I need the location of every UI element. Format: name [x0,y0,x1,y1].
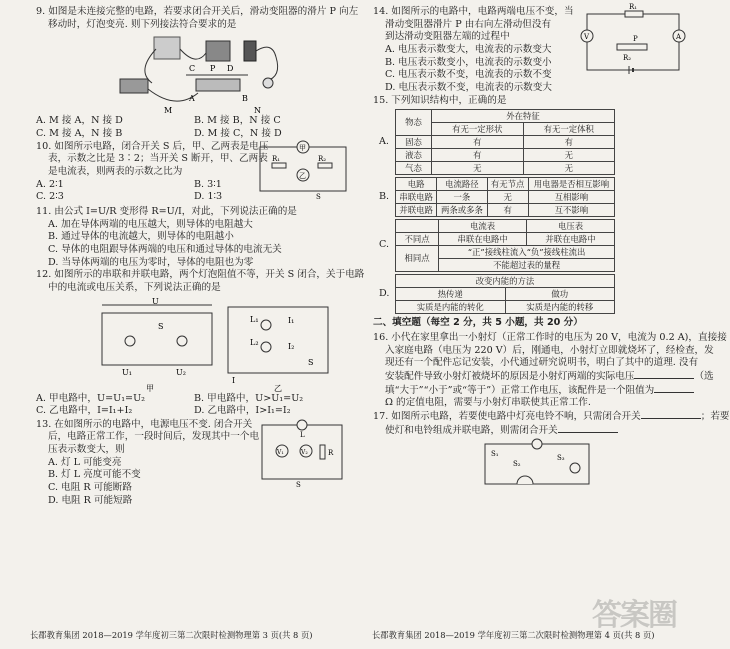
question-9 [36,6,359,141]
label-B: B [242,94,248,104]
answer-blank[interactable] [558,424,618,433]
label-L2: L₂ [250,337,259,347]
q14-stem-line: 到达滑动变阻器左端的过程中 [385,31,510,43]
bulb-icon [261,342,271,352]
answer-blank[interactable] [641,410,701,419]
table-cell: 实质是内能的转移 [505,301,615,314]
q17-circuit-diagram [477,438,597,490]
label-S: S [296,480,301,489]
label-L: L [300,430,305,439]
q11-option-c: C. 导体的电阻跟导体两端的电压和通过导体的电流无关 [48,243,282,255]
bulb-icon [263,78,273,88]
bulb-icon [177,336,187,346]
table-header: 电流路径 [437,178,487,191]
q16-line: 16. 小代在家里拿出一小射灯（正常工作时的电压为 20 V，电流为 0.2 A)，直接接 [373,331,727,343]
q15-table-c [395,219,615,272]
label-V1: V₁ [277,448,284,456]
watermark-logo: 答案圈 [592,598,676,633]
q15-option-a [373,109,691,175]
answer-blank[interactable] [654,384,694,393]
q17-line: ；若要 [700,410,730,422]
table-header: 用电器是否相互影响 [528,178,614,191]
rheostat-icon [617,44,647,50]
q9-option-a: A. M 接 A，N 接 D [36,115,123,127]
q14-option-c: C. 电压表示数不变，电流表的示数不变 [385,69,552,81]
table-row [396,149,615,162]
answer-blank[interactable] [634,370,694,379]
q13-option-c: C. 电阻 R 可能断路 [48,482,132,494]
q13-stem-line: 后，电路正常工作，一段时间后，发现其中一个电 [48,431,260,443]
q12-stem-line: 中的电流或电压关系，下列说法正确的是 [48,281,221,293]
table-header: 热传递 [396,288,506,301]
q16-line: Ω 的定值电阻，需要与小射灯串联使其正常工作. [385,397,591,409]
option-label: C. [379,239,390,251]
q9-option-d: D. M 接 C，N 接 D [194,127,282,139]
q16-line: 现还有一个配件忘记安装，小代通过研究说明书，明白了其中的道理. 没有 [385,357,699,369]
switch-icon [120,79,148,93]
q15-option-d [373,274,691,314]
question-17 [373,410,730,490]
q10-option-c: C. 2∶3 [36,191,64,203]
q12-circuit-diagrams [36,295,352,393]
table-cell: 并联电路 [396,204,437,217]
label-yi: 乙 [274,383,282,393]
q16-line: （选 [694,370,714,382]
table-cell: 相同点 [396,246,439,272]
q15-table-b [395,177,615,217]
q9-stem-line: 移动时，灯泡变亮. 则下列接法符合要求的是 [48,18,237,30]
label-S: S [308,357,314,367]
question-14 [373,3,691,95]
label-C: C [189,64,196,74]
question-16 [373,331,727,410]
label-S: S [158,321,164,331]
q15-option-c [373,219,691,272]
label-yi: 乙 [299,171,306,180]
question-15 [373,95,691,315]
question-12 [36,269,365,418]
q12-option-d: D. 乙电路中，I>I₁=I₂ [194,405,291,417]
resistor-icon [625,11,643,17]
battery-icon [244,41,256,61]
bulb-icon [261,320,271,330]
label-R1: R₁ [272,154,281,163]
resistor-icon [272,163,286,168]
table-row [396,204,615,217]
q16-line: 安装配件导致小射灯被烧坏的原因是小射灯两端的实际电压 [385,370,635,382]
label-U1: U₁ [122,367,132,377]
table-cell: 液态 [396,149,432,162]
table-cell: 有 [523,136,615,149]
label-N: N [254,106,261,116]
table-cell: 无 [487,191,528,204]
q11-option-a: A. 加在导体两端的电压越大，则导体的电阻越大 [48,218,253,230]
table-header: 外在特征 [432,110,615,123]
table-header [396,220,439,233]
q14-stem-line: 滑动变阻器滑片 P 由右向左滑动但没有 [385,18,552,30]
q15-table-d [395,274,615,314]
label-D: D [227,64,234,74]
table-row [396,191,615,204]
table-cell: 固态 [396,136,432,149]
option-label: A. [379,135,389,147]
q10-stem-line: 10. 如图所示电路，闭合开关 S 后，甲、乙两表是电压 [36,140,269,152]
question-11 [36,206,352,269]
table-cell: 有 [487,204,528,217]
table-cell: 有 [432,149,523,162]
table-row [396,162,615,175]
q15-table-a [395,109,615,175]
table-header: 物态 [396,110,432,136]
label-R2: R₂ [623,54,632,62]
label-jia: 甲 [299,143,306,152]
q9-option-c: C. M 接 A，N 接 B [36,127,123,139]
bulb-icon [125,336,135,346]
label-I: I [232,375,236,385]
label-P: P [210,64,216,74]
q15-stem: 15. 下列知识结构中，正确的是 [373,94,507,106]
label-P: P [633,35,638,43]
question-10 [36,141,352,204]
q14-stem-line: 14. 如图所示的电路中，电路两端电压不变，当 [373,6,574,17]
label-I2: I₂ [288,341,295,351]
label-U2: U₂ [176,367,186,377]
q10-option-d: D. 1∶3 [194,191,223,203]
q13-circuit-diagram [256,417,348,487]
label-S1: S₁ [491,450,499,459]
table-cell: 有 [432,136,523,149]
label-S3: S₃ [557,454,565,463]
table-row [396,136,615,149]
bulb-icon [570,463,580,473]
q10-stem-line: 是电流表，则两表的示数之比为 [48,165,183,177]
q13-option-b: B. 灯 L 亮度可能不变 [48,469,141,481]
q10-stem-line: 表，示数之比是 3∶2；当开关 S 断开，甲、乙两表 [48,153,268,165]
q10-option-b: B. 3∶1 [194,178,222,190]
table-row [396,233,615,246]
table-cell: 两条或多条 [437,204,487,217]
label-A: A [189,94,195,104]
q10-circuit-diagram [256,137,352,199]
table-cell: 不能超过表的量程 [439,259,615,272]
table-header: 做功 [505,288,615,301]
q11-stem-line: 11. 由公式 I=U/R 变形得 R=U/I，对此，下列说法正确的是 [36,205,297,217]
table-header: 电压表 [527,220,615,233]
label-V: V [584,33,590,41]
table-cell: 无 [523,149,615,162]
question-13 [36,419,352,508]
q16-line: 填“大于”“小于”或“等于”）正常工作电压，该配件是一个阻值为 [385,384,655,396]
q10-option-a: A. 2∶1 [36,178,64,190]
option-label: B. [379,190,390,202]
q11-option-d: D. 当导体两端的电压为零时，导体的电阻也为零 [48,256,254,268]
resistor-icon [318,163,332,168]
table-cell: 无 [523,162,615,175]
q9-option-b: B. M 接 B，N 接 C [194,115,281,127]
q12-stem-line: 12. 如图所示的串联和并联电路，两个灯泡阻值不等，开关 S 闭合，关于电路 [36,269,365,281]
q13-option-a: A. 灯 L 可能变亮 [48,456,122,468]
table-header: 有无一定体积 [523,123,615,136]
table-header: 电路 [396,178,437,191]
label-S: S [316,192,321,201]
option-label: D. [379,287,390,299]
table-cell: “正”接线柱流入“负”接线柱流出 [439,246,615,259]
table-cell: 实质是内能的转化 [396,301,506,314]
bulb-icon [532,439,542,449]
table-cell: 串联在电路中 [439,233,527,246]
q12-option-b: B. 甲电路中，U>U₁=U₂ [194,392,304,404]
q17-line: 17. 如图所示电路，若要使电路中灯亮电铃不响，只需闭合开关 [373,410,641,422]
ammeter-icon [154,37,180,59]
resistor-icon [320,445,325,459]
section-heading: 二、填空题（每空 2 分，共 5 小题，共 20 分） [373,317,583,329]
bell-icon [517,476,533,484]
q14-option-b: B. 电压表示数变小，电流表的示数变小 [385,56,552,68]
q9-stem-line: 9. 如图是未连接完整的电路，若要求闭合开关后，滑动变阻器的滑片 P 向左 [36,6,359,17]
table-header: 有无节点 [487,178,528,191]
table-cell: 无 [432,162,523,175]
table-header: 改变内能的方法 [396,275,615,288]
label-S2: S₂ [513,460,521,469]
table-cell: 不同点 [396,233,439,246]
label-I1: I₁ [288,315,295,325]
table-cell: 一条 [437,191,487,204]
label-L1: L₁ [250,314,259,324]
label-R1: R₁ [629,3,638,11]
table-cell: 串联电路 [396,191,437,204]
left-column [36,6,365,507]
label-M: M [164,106,173,116]
q14-option-d: D. 电压表示数不变，电流表的示数变大 [385,81,552,93]
q17-line: 使灯和电铃组成并联电路，则需闭合开关 [385,424,558,436]
table-row [396,246,615,259]
table-row [396,301,615,314]
table-header: 电流表 [439,220,527,233]
q11-option-b: B. 通过导体的电流越大，则导体的电阻越小 [48,231,234,243]
q13-option-d: D. 电阻 R 可能短路 [48,494,133,506]
table-cell: 互相影响 [528,191,614,204]
bulb-icon [297,420,307,430]
q14-option-a: A. 电压表示数变大，电流表的示数变大 [385,43,552,55]
table-cell: 互不影响 [528,204,614,217]
table-cell: 气态 [396,162,432,175]
q13-stem-line: 13. 在如图所示的电路中，电源电压不变. 闭合开关 [36,418,253,430]
rheostat-icon [196,79,240,91]
q13-stem-line: 压表示数变大，则 [48,444,125,456]
label-R2: R₂ [318,154,327,163]
q16-line: 入家庭电路（电压为 220 V）后，刚通电，小射灯立即就烧坏了，经检查，发 [385,344,714,356]
label-U: U [152,296,159,306]
right-column [373,3,730,490]
q12-option-c: C. 乙电路中，I=I₁+I₂ [36,405,133,417]
table-header: 有无一定形状 [432,123,523,136]
page-footer-right: 长郡教育集团 2018—2019 学年度初三第二次限时检测物理第 4 页(共 8 页) [372,630,655,640]
label-R: R [328,448,334,457]
q12-option-a: A. 甲电路中，U=U₁=U₂ [36,392,146,404]
q9-circuit-diagram [36,31,352,115]
label-V2: V₂ [301,448,308,456]
battery-icon [206,41,230,61]
label-jia: 甲 [146,383,154,393]
q14-circuit-diagram [573,4,691,82]
page-footer-left: 长郡教育集团 2018—2019 学年度初三第二次限时检测物理第 3 页(共 8 页) [30,630,313,640]
label-A: A [676,33,682,41]
q9-figure [36,31,352,115]
table-cell: 并联在电路中 [527,233,615,246]
q15-option-b [373,177,691,217]
